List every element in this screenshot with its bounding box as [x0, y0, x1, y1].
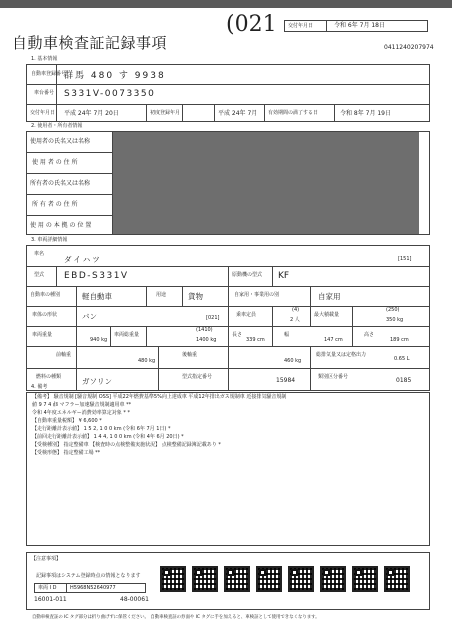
bottom-notice: 自動車検査証の IC タグ部分は折り曲げずに保管ください。 自動車検査証の券面や IC タグに手を加えると、車検証として使用できなくなります。	[32, 615, 320, 620]
qr-code	[224, 566, 250, 592]
gross-weight-value: 1400 kg	[196, 337, 217, 343]
fuel-value: ガソリン	[82, 377, 112, 386]
displacement-value: 0.65 L	[394, 356, 410, 362]
car-id-value: H5968N52640977	[70, 585, 116, 591]
qr-code	[352, 566, 378, 592]
front-axle-value: 480 kg	[138, 358, 156, 364]
weight-value: 940 kg	[90, 337, 108, 343]
capacity-original: (4)	[292, 307, 300, 313]
first-reg-value: 平成 24年 7月 20日	[64, 110, 119, 117]
max-load-original: (250)	[386, 307, 400, 313]
qr-code	[160, 566, 186, 592]
remark-line: 【走行距離計表示値】 1 5 2, 1 0 0 km (令和 6年 7月 1日) *	[32, 426, 171, 432]
max-load-value: 350 kg	[386, 317, 404, 323]
user-address-label: 使 用 者 の 住 所	[32, 159, 78, 166]
remark-line: 【前回走行距離計表示値】 1 4 4, 1 0 0 km (令和 4年 6月 20日) *	[32, 434, 184, 440]
rear-axle-value: 460 kg	[284, 358, 302, 364]
engine-value: KF	[278, 271, 290, 281]
shape-label: 車体の形状	[32, 312, 58, 318]
remark-line: 【受検形態】 指定整備工場 **	[32, 450, 101, 456]
section-basic: 1. 基本情報	[31, 56, 58, 62]
private-label: 自家用・事業用の別	[234, 292, 280, 298]
remark-line: 値 9 7 4 ㏈ マフラー加速騒音規制適用車 **	[32, 402, 132, 408]
type-number-value: 15984	[276, 377, 296, 384]
chassis-label: 車台番号	[34, 90, 55, 96]
document-number: 0411240207974	[384, 44, 434, 51]
owner-address-label: 所 有 者 の 住 所	[32, 201, 78, 208]
height-value: 189 cm	[390, 337, 409, 343]
use-value: 貨物	[188, 292, 203, 301]
user-name-label: 使用者の氏名又は名称	[30, 138, 91, 145]
redaction-block	[113, 132, 419, 234]
qr-code	[192, 566, 218, 592]
private-value: 自家用	[318, 292, 341, 301]
qr-code	[384, 566, 410, 592]
base-location-label: 使 用 の 本 拠 の 位 置	[30, 222, 92, 229]
first-year-label: 初度登録年月	[150, 110, 181, 116]
height-label: 高さ	[364, 332, 375, 338]
plate-value: 群馬 480 す 9938	[64, 71, 166, 81]
capacity-value: 2 人	[290, 317, 300, 323]
remark-line: 【自動車重量税額】 ¥ 6,600 *	[32, 418, 102, 424]
width-value: 147 cm	[324, 337, 343, 343]
kind-label: 自動車の種別	[30, 292, 61, 298]
length-value: 339 cm	[246, 337, 265, 343]
page-title: 自動車検査証記録事項	[12, 34, 168, 52]
gross-weight-original: (1410)	[196, 327, 213, 333]
maker-code: [151]	[398, 256, 412, 262]
length-label: 長さ	[232, 332, 243, 338]
type-number-label: 型式指定番号	[182, 374, 213, 380]
owner-name-label: 所有者の氏名又は名称	[30, 180, 91, 187]
remark-line: 【受検種別】 指定整備車 【検査時の点検整備実施状況】 点検整備記録簿記載あり *	[32, 442, 221, 448]
scan-top-edge	[0, 0, 452, 8]
shape-code: [021]	[206, 315, 220, 321]
first-year-value: 平成 24年 7月	[218, 110, 258, 117]
form-code-right: 48-00061	[120, 596, 149, 603]
model-label: 型式	[34, 272, 45, 278]
engine-label: 原動機の型式	[232, 272, 263, 278]
section-owner: 2. 使用者・所有者情報	[31, 123, 83, 129]
max-load-label: 最大積載量	[314, 312, 340, 318]
maker-value: ダイハツ	[64, 255, 102, 264]
qr-code	[288, 566, 314, 592]
form-code-left: 16001-011	[34, 596, 67, 603]
width-label: 幅	[284, 332, 290, 338]
maker-label: 車名	[34, 251, 45, 257]
class-number-value: 0185	[396, 377, 412, 384]
car-id-label: 車両 I D	[38, 585, 57, 591]
qr-code	[320, 566, 346, 592]
expiry-value: 令和 8年 7月 19日	[340, 110, 391, 117]
kind-value: 軽自動車	[82, 292, 112, 301]
expiry-label: 有効期間の満了する日	[268, 110, 319, 116]
class-number-label: 類別区分番号	[318, 374, 349, 380]
section-remarks: 4. 備考	[31, 384, 48, 390]
qr-code	[256, 566, 282, 592]
first-reg-label: 交付年月日	[30, 110, 56, 116]
front-axle-label: 前軸重	[56, 352, 72, 358]
use-label: 用途	[156, 292, 167, 298]
weight-label: 車両重量	[32, 332, 53, 338]
shape-value: バン	[82, 312, 97, 321]
fuel-label: 燃料の種類	[36, 374, 62, 380]
handwritten-number: (021	[226, 12, 277, 37]
plate-label: 自動車登録番号	[31, 71, 67, 77]
model-value: EBD-S331V	[64, 271, 129, 281]
notes-line: 記録事項はシステム登録時点の情報となります	[36, 573, 141, 579]
issue-date-value: 令和 6年 7月 18日	[334, 22, 385, 29]
chassis-value: S331V-0073350	[64, 89, 156, 99]
rear-axle-label: 後軸重	[182, 352, 198, 358]
displacement-label: 総排気量又は定格出力	[316, 352, 367, 358]
issue-date-label: 交付年月日	[288, 23, 314, 29]
remark-line: 【備考】 騒音規制 [騒音規制 OSS] 平成22年燃費基準5%向上達成車 平成12年排出ガス規制車 近接排気騒音規制	[32, 394, 287, 400]
gross-weight-label: 車両総重量	[114, 332, 140, 338]
section-vehicle: 3. 車両詳細情報	[31, 237, 68, 243]
remark-line: 令和 4年度エネルギー消費効率算定対象 * *	[32, 410, 130, 416]
capacity-label: 乗車定員	[236, 312, 257, 318]
notes-title: 【注意事項】	[31, 556, 62, 562]
